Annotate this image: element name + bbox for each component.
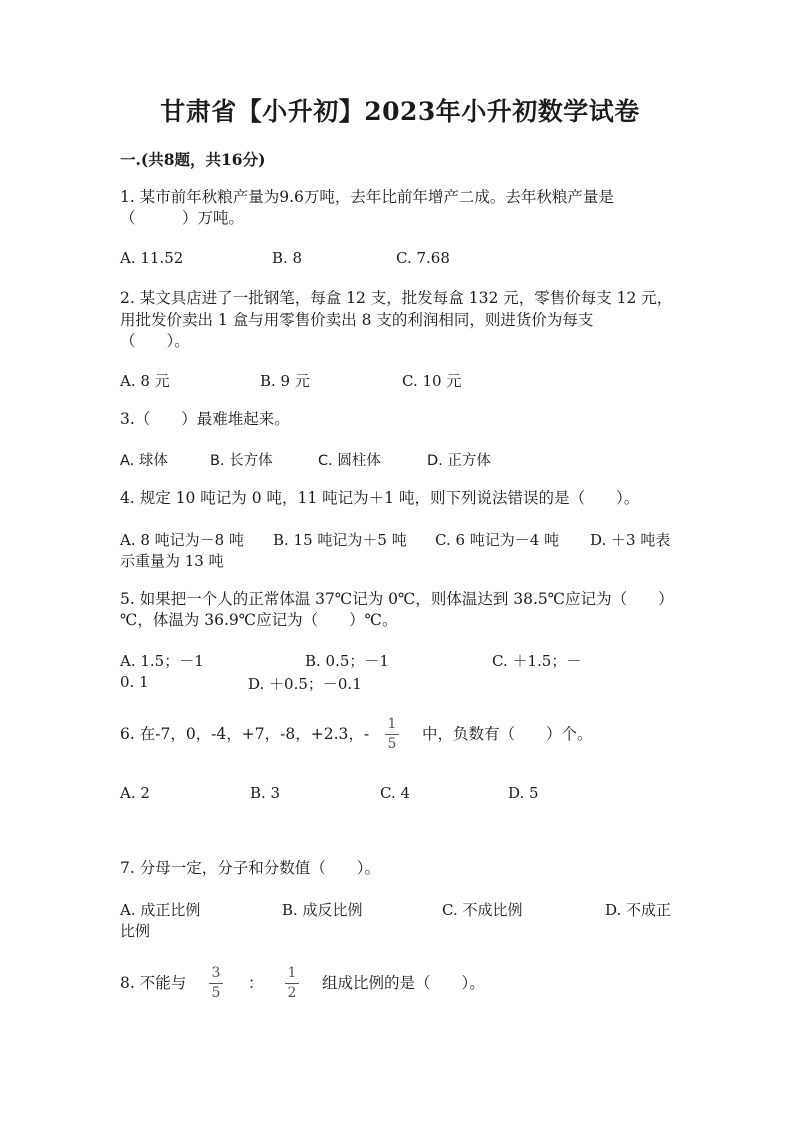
question-1-option-b[interactable]: B. 8 [272, 249, 303, 267]
question-6-option-c[interactable]: C. 4 [380, 784, 411, 802]
question-6-option-d[interactable]: D. 5 [508, 784, 539, 802]
question-8-text-prefix: 8. 不能与 [120, 974, 187, 992]
question-4-option-c[interactable]: C. 6 吨记为－4 吨 [435, 531, 560, 549]
question-5-option-d[interactable]: D. ＋0.5；－0.1 [248, 675, 362, 693]
question-6-fraction [384, 716, 400, 753]
question-6-text-prefix: 6. 在-7，0，-4，+7，-8，+2.3，- [120, 725, 370, 743]
question-2-text-line1: 2. 某文具店进了一批钢笔，每盒 12 支，批发每盒 132 元，零售价每支 12 元， [120, 289, 673, 307]
fraction-bar [209, 983, 223, 984]
question-5-option-c[interactable]: C. ＋1.5；－ [492, 652, 582, 670]
question-5-option-b[interactable]: B. 0.5；－1 [305, 652, 389, 670]
question-4-option-d[interactable]: D. ＋3 吨表 [590, 531, 671, 549]
question-6-option-b[interactable]: B. 3 [250, 784, 281, 802]
question-7-option-c[interactable]: C. 不成比例 [442, 901, 523, 919]
question-8-text-suffix: 组成比例的是（ ）。 [322, 974, 485, 992]
question-3-option-b[interactable]: B. 长方体 [210, 453, 273, 469]
fraction-bar [385, 734, 399, 735]
question-3-option-d[interactable]: D. 正方体 [427, 453, 491, 469]
question-5-text-line1: 5. 如果把一个人的正常体温 37℃记为 0℃，则体温达到 38.5℃应记为（ ） [120, 590, 674, 608]
question-7-option-d[interactable]: D. 不成正 [605, 901, 672, 919]
section-heading: 一.(共8题，共16分) [120, 150, 266, 169]
question-5-text-line2: ℃，体温为 36.9℃应记为（ ）℃。 [120, 611, 398, 629]
question-3-option-c[interactable]: C. 圆柱体 [318, 453, 381, 469]
question-5-option-a[interactable]: A. 1.5；－1 [120, 652, 204, 670]
question-4-text: 4. 规定 10 吨记为 0 吨，11 吨记为＋1 吨，则下列说法错误的是（ ）。 [120, 489, 640, 507]
question-8-fraction-1 [208, 965, 224, 1002]
question-4-option-d-continued: 示重量为 13 吨 [120, 552, 224, 570]
question-8-fraction-2 [284, 965, 300, 1002]
fraction-numerator: 1 [387, 716, 397, 732]
fraction-numerator: 1 [287, 965, 297, 981]
question-5-option-c-continued: 0. 1 [120, 673, 149, 691]
fraction-denominator: 5 [387, 736, 397, 752]
question-1-text-line1: 1. 某市前年秋粮产量为9.6万吨，去年比前年增产二成。去年秋粮产量是 [120, 188, 614, 206]
question-2-text-line3: （ ）。 [120, 332, 190, 350]
question-4-option-b[interactable]: B. 15 吨记为＋5 吨 [273, 531, 407, 549]
question-1-text-line2: （ ）万吨。 [120, 209, 245, 227]
ratio-colon: ： [248, 974, 264, 992]
question-1-option-c[interactable]: C. 7.68 [396, 249, 450, 267]
question-7-text: 7. 分母一定，分子和分数值（ ）。 [120, 859, 380, 877]
fraction-bar [285, 983, 299, 984]
question-7-option-a[interactable]: A. 成正比例 [120, 901, 201, 919]
question-7-option-b[interactable]: B. 成反比例 [282, 901, 363, 919]
fraction-denominator: 5 [211, 985, 221, 1001]
question-3-text: 3.（ ）最难堆起来。 [120, 410, 290, 428]
question-2-option-a[interactable]: A. 8 元 [120, 372, 170, 390]
fraction-denominator: 2 [287, 985, 297, 1001]
question-1-option-a[interactable]: A. 11.52 [120, 249, 184, 267]
question-6-text-suffix: 中，负数有（ ）个。 [422, 725, 593, 743]
question-6-option-a[interactable]: A. 2 [120, 784, 150, 802]
question-4-option-a[interactable]: A. 8 吨记为－8 吨 [120, 531, 244, 549]
question-7-option-d-continued: 比例 [120, 922, 151, 940]
page-title: 甘肃省【小升初】2023年小升初数学试卷 [160, 97, 640, 126]
question-3-option-a[interactable]: A. 球体 [120, 453, 168, 469]
question-2-option-b[interactable]: B. 9 元 [260, 372, 310, 390]
question-2-text-line2: 用批发价卖出 1 盒与用零售价卖出 8 支的利润相同，则进货价为每支 [120, 311, 594, 329]
fraction-numerator: 3 [211, 965, 221, 981]
question-2-option-c[interactable]: C. 10 元 [402, 372, 462, 390]
